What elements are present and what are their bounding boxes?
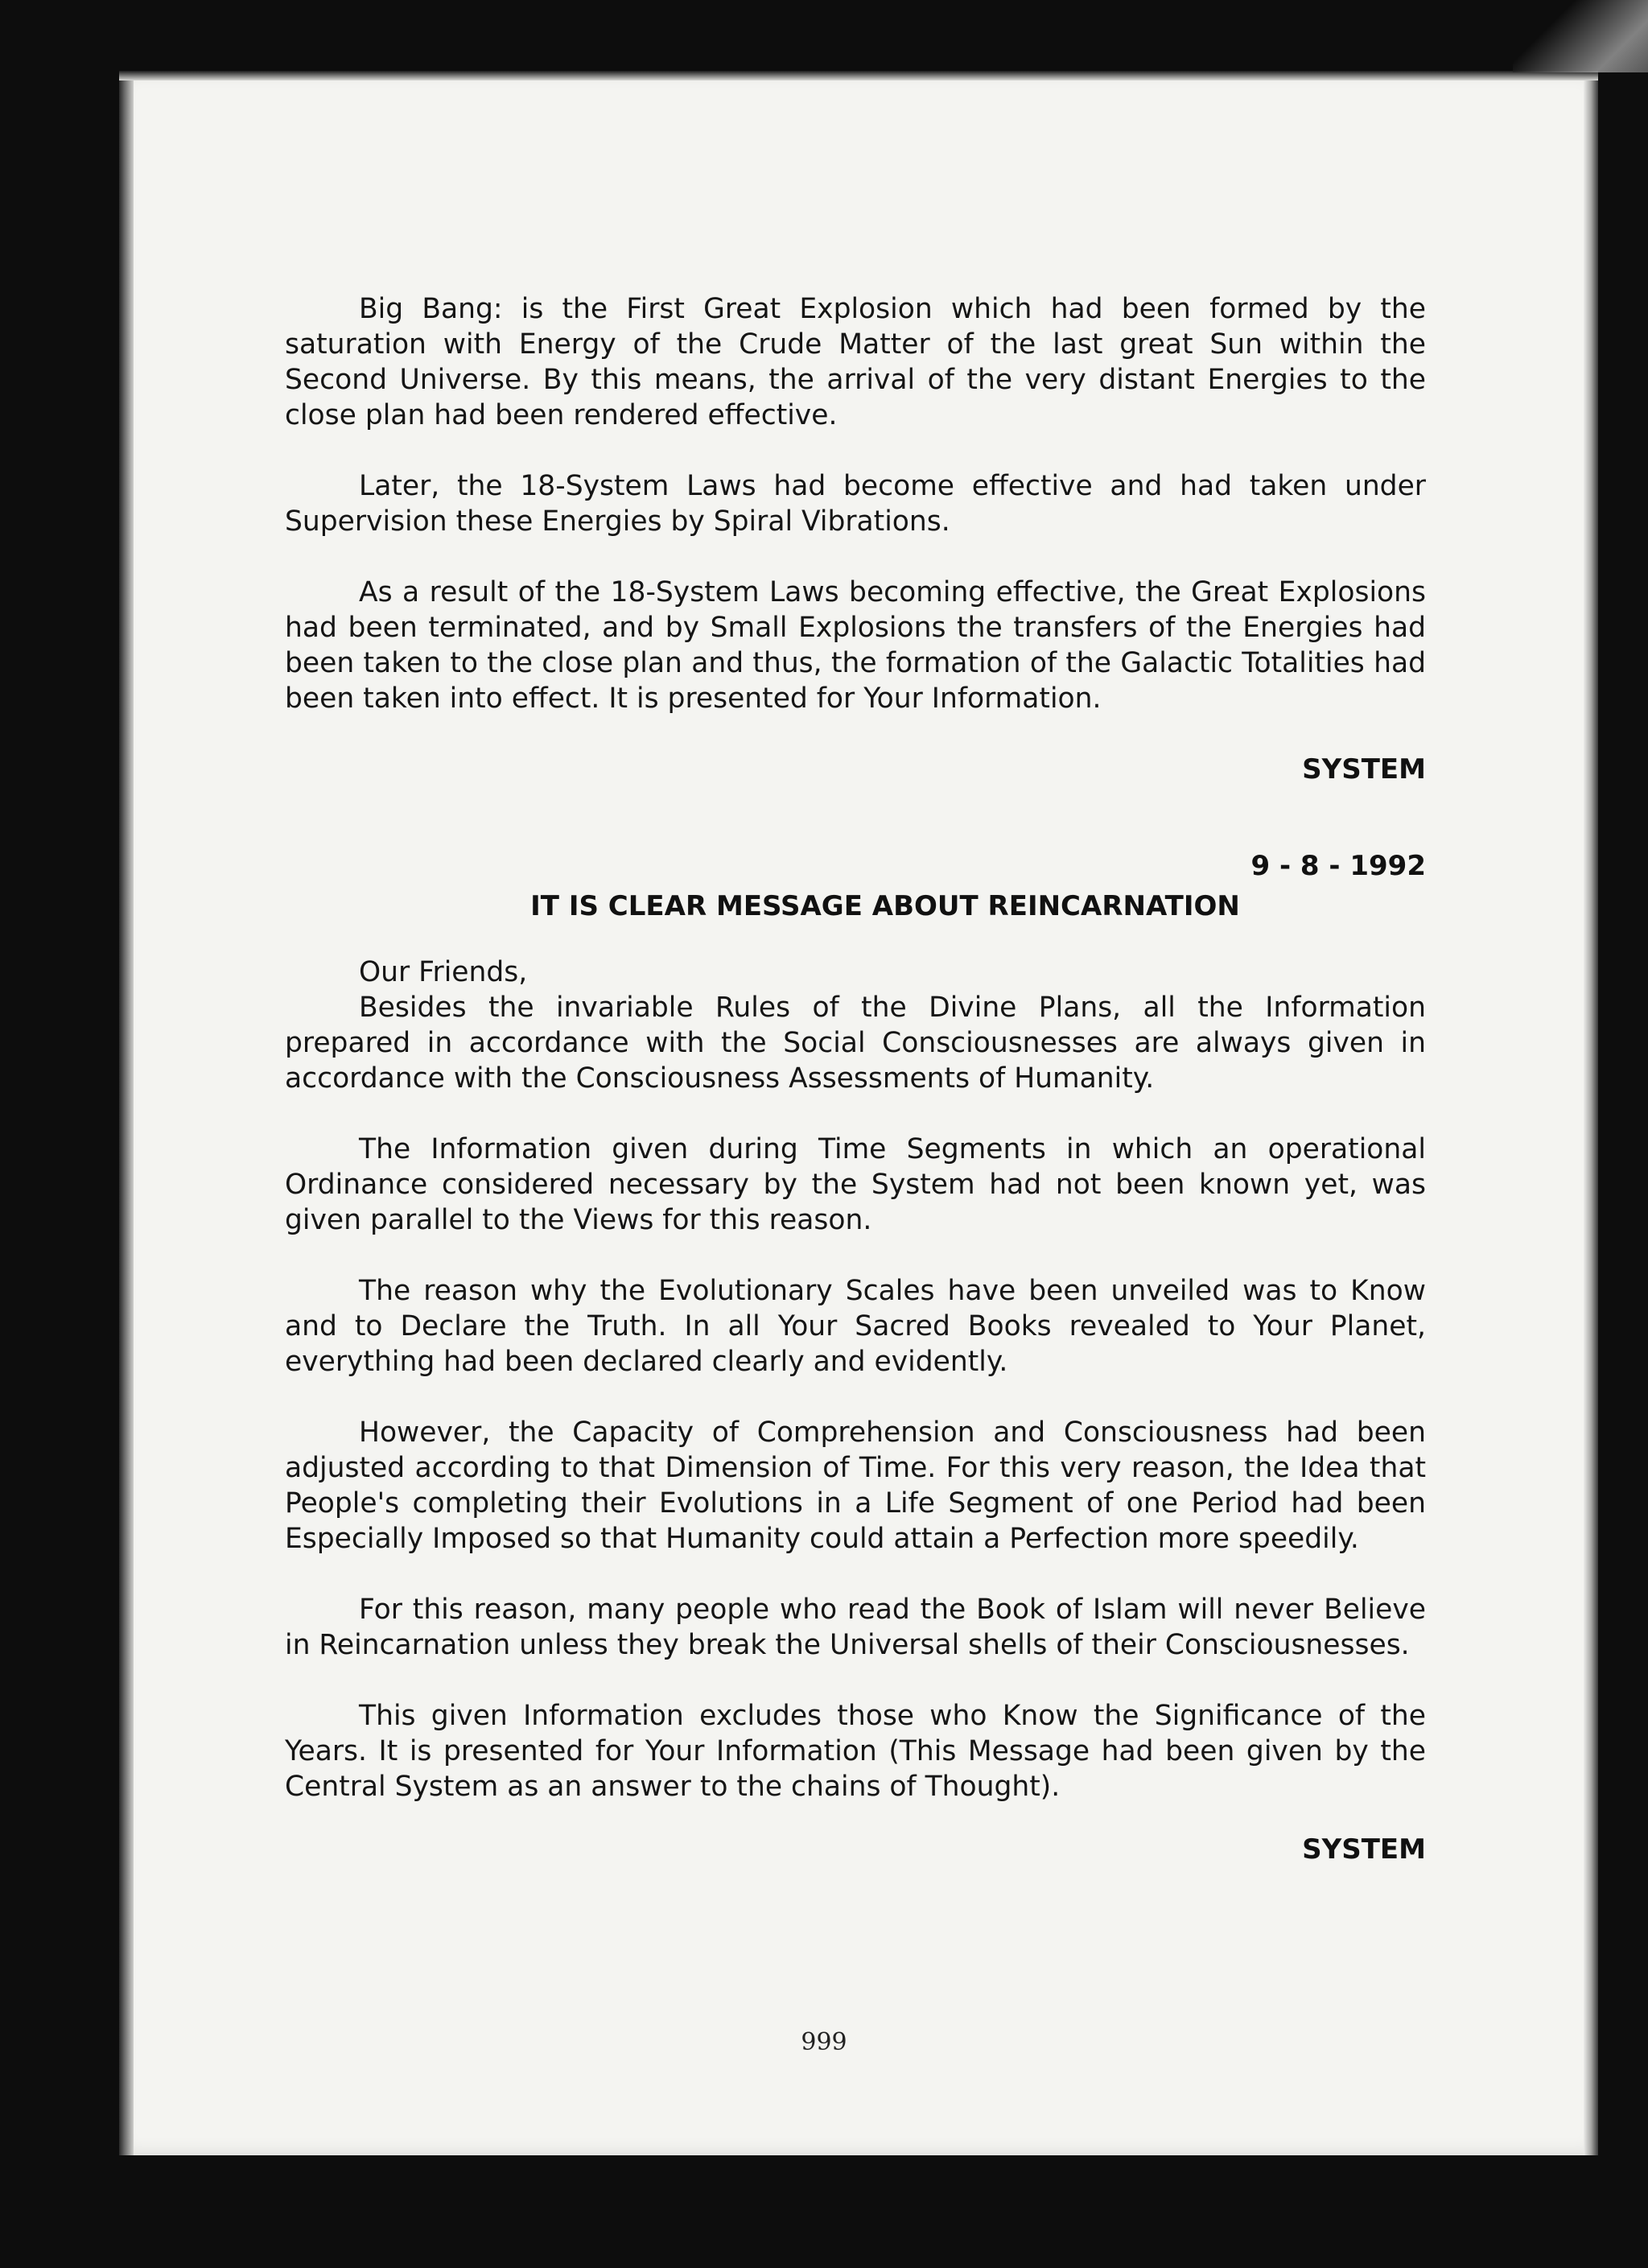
paragraph-divine-plans: Besides the invariable Rules of the Divine Plans, all the Information prepared in accordance with the Social Consciousnesses are always given in accordance with the Consciousness Assessments of Humanity. [285, 992, 1426, 1095]
message-title: IT IS CLEAR MESSAGE ABOUT REINCARNATION [530, 890, 1240, 922]
page-number: 999 [801, 2028, 847, 2056]
bottom-section [285, 955, 1426, 1804]
paragraph-system-laws: Later, the 18-System Laws had become effective and had taken under Supervision these Energies by Spiral Vibrations. [285, 470, 1426, 538]
paragraph-evolutionary-scales: The reason why the Evolutionary Scales have been unveiled was to Know and to Declare the Truth. In all Your Sacred Books revealed to Your Planet, everything had been declared clearly and evidently. [285, 1275, 1426, 1378]
paragraph-given-information: This given Information excludes those who Know the Significance of the Years. It is presented for Your Information (This Message had been given by the Central System as an answer to the chains of Thought). [285, 1700, 1426, 1803]
scan-edge-right [1584, 71, 1598, 2155]
paragraph-big-bang: Big Bang: is the First Great Explosion which had been formed by the saturation with Energy of the Crude Matter of the last great Sun within the Second Universe. By this means, the arrival of the very distant Energies to the close plan had been rendered effective. [285, 293, 1426, 431]
paragraph-time-segments: The Information given during Time Segments in which an operational Ordinance considered necessary by the System had not been known yet, was given parallel to the Views for this reason. [285, 1133, 1426, 1236]
scan-edge-top [119, 71, 1598, 80]
signature-system-2: SYSTEM [1302, 1833, 1426, 1866]
scan-edge-left [119, 71, 134, 2155]
signature-system-1: SYSTEM [1302, 753, 1426, 786]
paragraph-great-explosions: As a result of the 18-System Laws becoming effective, the Great Explosions had been terminated, and by Small Explosions the transfers of the Energies had been taken to the close plan and thus, the formation of the Galactic Totalities had been taken into effect. It is presented for Your Information. [285, 576, 1426, 715]
scan-corner-artifact [1513, 0, 1648, 72]
top-section [285, 291, 1426, 716]
message-date: 9 - 8 - 1992 [1250, 850, 1426, 882]
salutation: Our Friends, [359, 956, 528, 988]
paragraph-book-of-islam: For this reason, many people who read the Book of Islam will never Believe in Reincarnation unless they break the Universal shells of their Consciousnesses. [285, 1594, 1426, 1661]
paragraph-comprehension: However, the Capacity of Comprehension and Consciousness had been adjusted according to that Dimension of Time. For this very reason, the Idea that People's completing their Evolutions in a Life Segment of one Period had been Especially Imposed so that Humanity could attain a Perfection more speedily. [285, 1416, 1426, 1555]
